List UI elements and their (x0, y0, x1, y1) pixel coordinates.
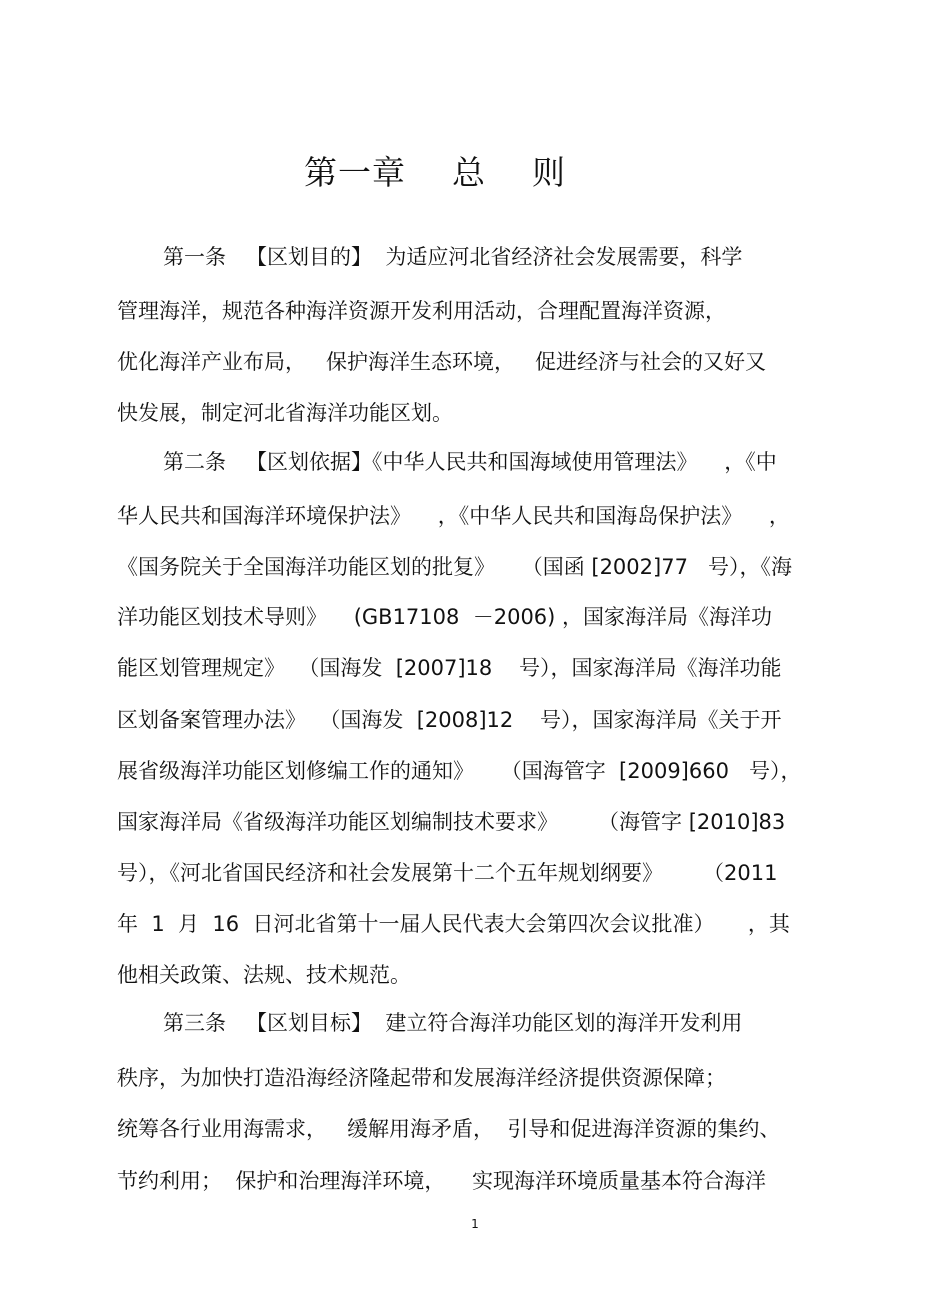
article-1-line-3: 优化海洋产业布局， 保护海洋生态环境， 促进经济与社会的又好又 (117, 350, 767, 374)
article-3-line-4: 节约利用； 保护和治理海洋环境， 实现海洋环境质量基本符合海洋 (117, 1169, 767, 1193)
article-2-line-5: 能区划管理规定》 （国海发 [2007]18 号），国家海洋局《海洋功能 (117, 656, 782, 680)
article-2-line-3: 《国务院关于全国海洋功能区划的批复》 （国函 [2002]77 号），《海 (117, 555, 792, 579)
article-2-line-7: 展省级海洋功能区划修编工作的通知》 （国海管字 [2009]660 号）， (117, 759, 802, 783)
page-number: 1 (471, 1217, 479, 1231)
article-3-line-2: 秩序，为加快打造沿海经济隆起带和发展海洋经济提供资源保障； (117, 1066, 726, 1090)
chapter-title: 第一章 总 则 (304, 153, 566, 192)
article-2-line-1: 第二条 【区划依据】《中华人民共和国海域使用管理法》 ，《中 (163, 450, 777, 474)
article-2-line-6: 区划备案管理办法》 （国海发 [2008]12 号），国家海洋局《关于开 (117, 708, 782, 732)
article-2-line-2: 华人民共和国海洋环境保护法》 ，《中华人民共和国海岛保护法》 ， (117, 504, 790, 528)
article-2-line-9: 号），《河北省国民经济和社会发展第十二个五年规划纲要》 （2011 (117, 861, 778, 885)
article-3-line-3: 统筹各行业用海需求， 缓解用海矛盾， 引导和促进海洋资源的集约、 (117, 1117, 781, 1141)
article-3-line-1: 第三条 【区划目标】 建立符合海洋功能区划的海洋开发利用 (163, 1011, 743, 1035)
article-2-line-11: 他相关政策、法规、技术规范。 (117, 963, 411, 987)
article-2-line-4: 洋功能区划技术导则》 (GB17108 －2006) ，国家海洋局《海洋功 (117, 605, 773, 629)
article-2-line-10: 年 1 月 16 日河北省第十一届人民代表大会第四次会议批准） ，其 (117, 912, 790, 936)
article-2-line-8: 国家海洋局《省级海洋功能区划编制技术要求》 （海管字 [2010]83 (117, 810, 786, 834)
article-1-line-4: 快发展，制定河北省海洋功能区划。 (117, 401, 453, 425)
article-1-line-1: 第一条 【区划目的】 为适应河北省经济社会发展需要，科学 (163, 245, 743, 269)
article-1-line-2: 管理海洋，规范各种海洋资源开发利用活动，合理配置海洋资源， (117, 299, 726, 323)
